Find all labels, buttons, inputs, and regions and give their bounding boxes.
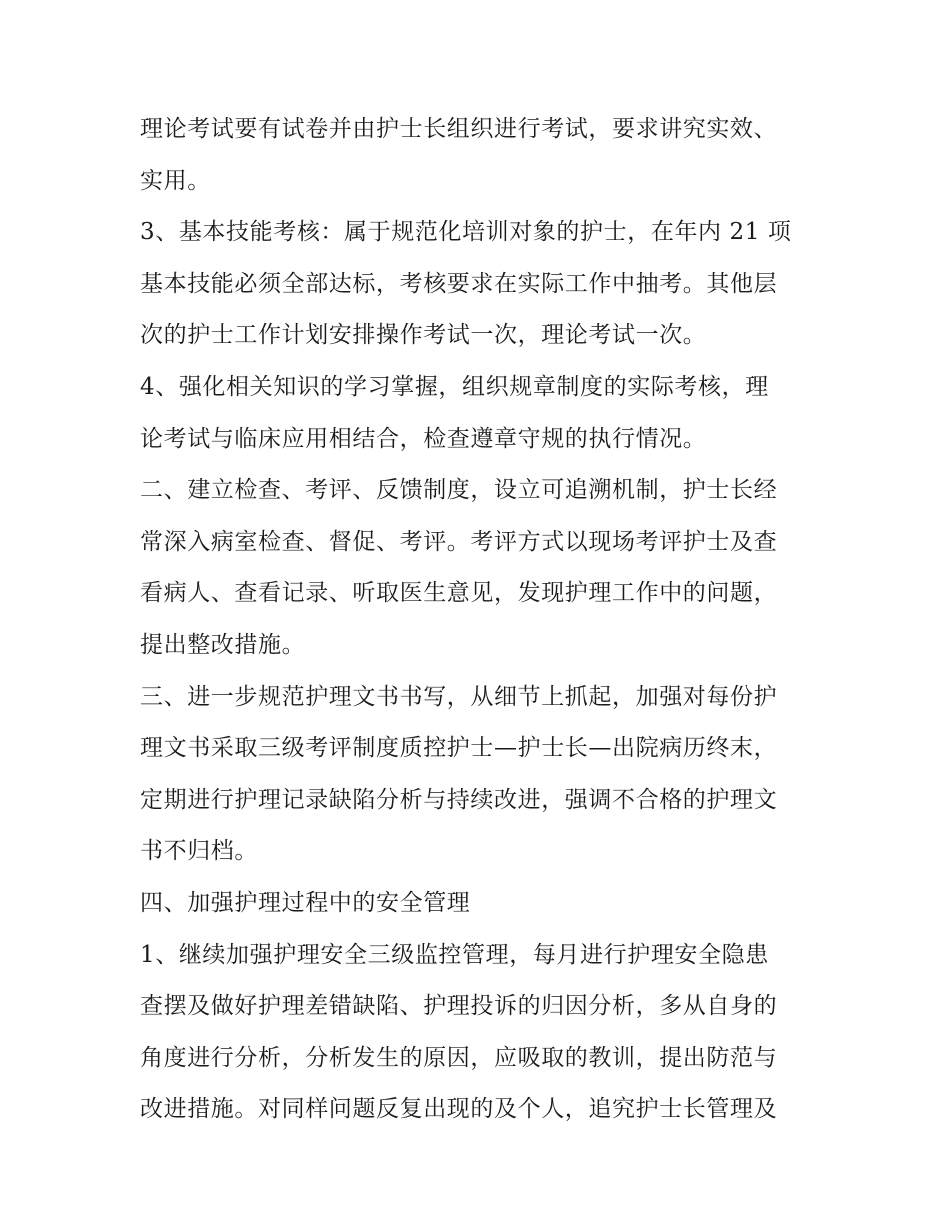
text-line: 定期进行护理记录缺陷分析与持续改进，强调不合格的护理文 (140, 786, 778, 813)
text-line: 1、继续加强护理安全三级监控管理，每月进行护理安全隐患 (140, 941, 769, 968)
text-line: 实用。 (140, 167, 211, 194)
text-line: 3、基本技能考核：属于规范化培训对象的护士，在年内 21 项 (140, 219, 792, 246)
document-body (140, 104, 820, 1136)
section-heading: 四、加强护理过程中的安全管理 (140, 889, 471, 916)
text-line: 4、强化相关知识的学习掌握，组织规章制度的实际考核，理 (140, 373, 769, 400)
text-line: 基本技能必须全部达标，考核要求在实际工作中抽考。其他层 (140, 270, 778, 297)
text-line: 提出整改措施。 (140, 631, 306, 658)
text-line: 常深入病室检查、督促、考评。考评方式以现场考评护士及查 (140, 528, 778, 555)
text-line: 二、建立检查、考评、反馈制度，设立可追溯机制，护士长经 (140, 477, 778, 504)
text-line: 次的护士工作计划安排操作考试一次，理论考试一次。 (140, 322, 707, 349)
text-line: 查摆及做好护理差错缺陷、护理投诉的归因分析，多从自身的 (140, 993, 778, 1020)
text-line: 三、进一步规范护理文书书写，从细节上抓起，加强对每份护 (140, 683, 778, 710)
text-line: 论考试与临床应用相结合，检查遵章守规的执行情况。 (140, 425, 707, 452)
text-line: 理文书采取三级考评制度质控护士—护士长—出院病历终末， (140, 735, 778, 762)
text-line: 理论考试要有试卷并由护士长组织进行考试，要求讲究实效、 (140, 116, 778, 142)
text-line: 角度进行分析，分析发生的原因，应吸取的教训，提出防范与 (140, 1044, 778, 1071)
text-line: 书不归档。 (140, 838, 258, 865)
text-line: 看病人、查看记录、听取医生意见，发现护理工作中的问题， (140, 580, 778, 607)
text-line: 改进措施。对同样问题反复出现的及个人，追究护士长管理及 (140, 1096, 778, 1123)
